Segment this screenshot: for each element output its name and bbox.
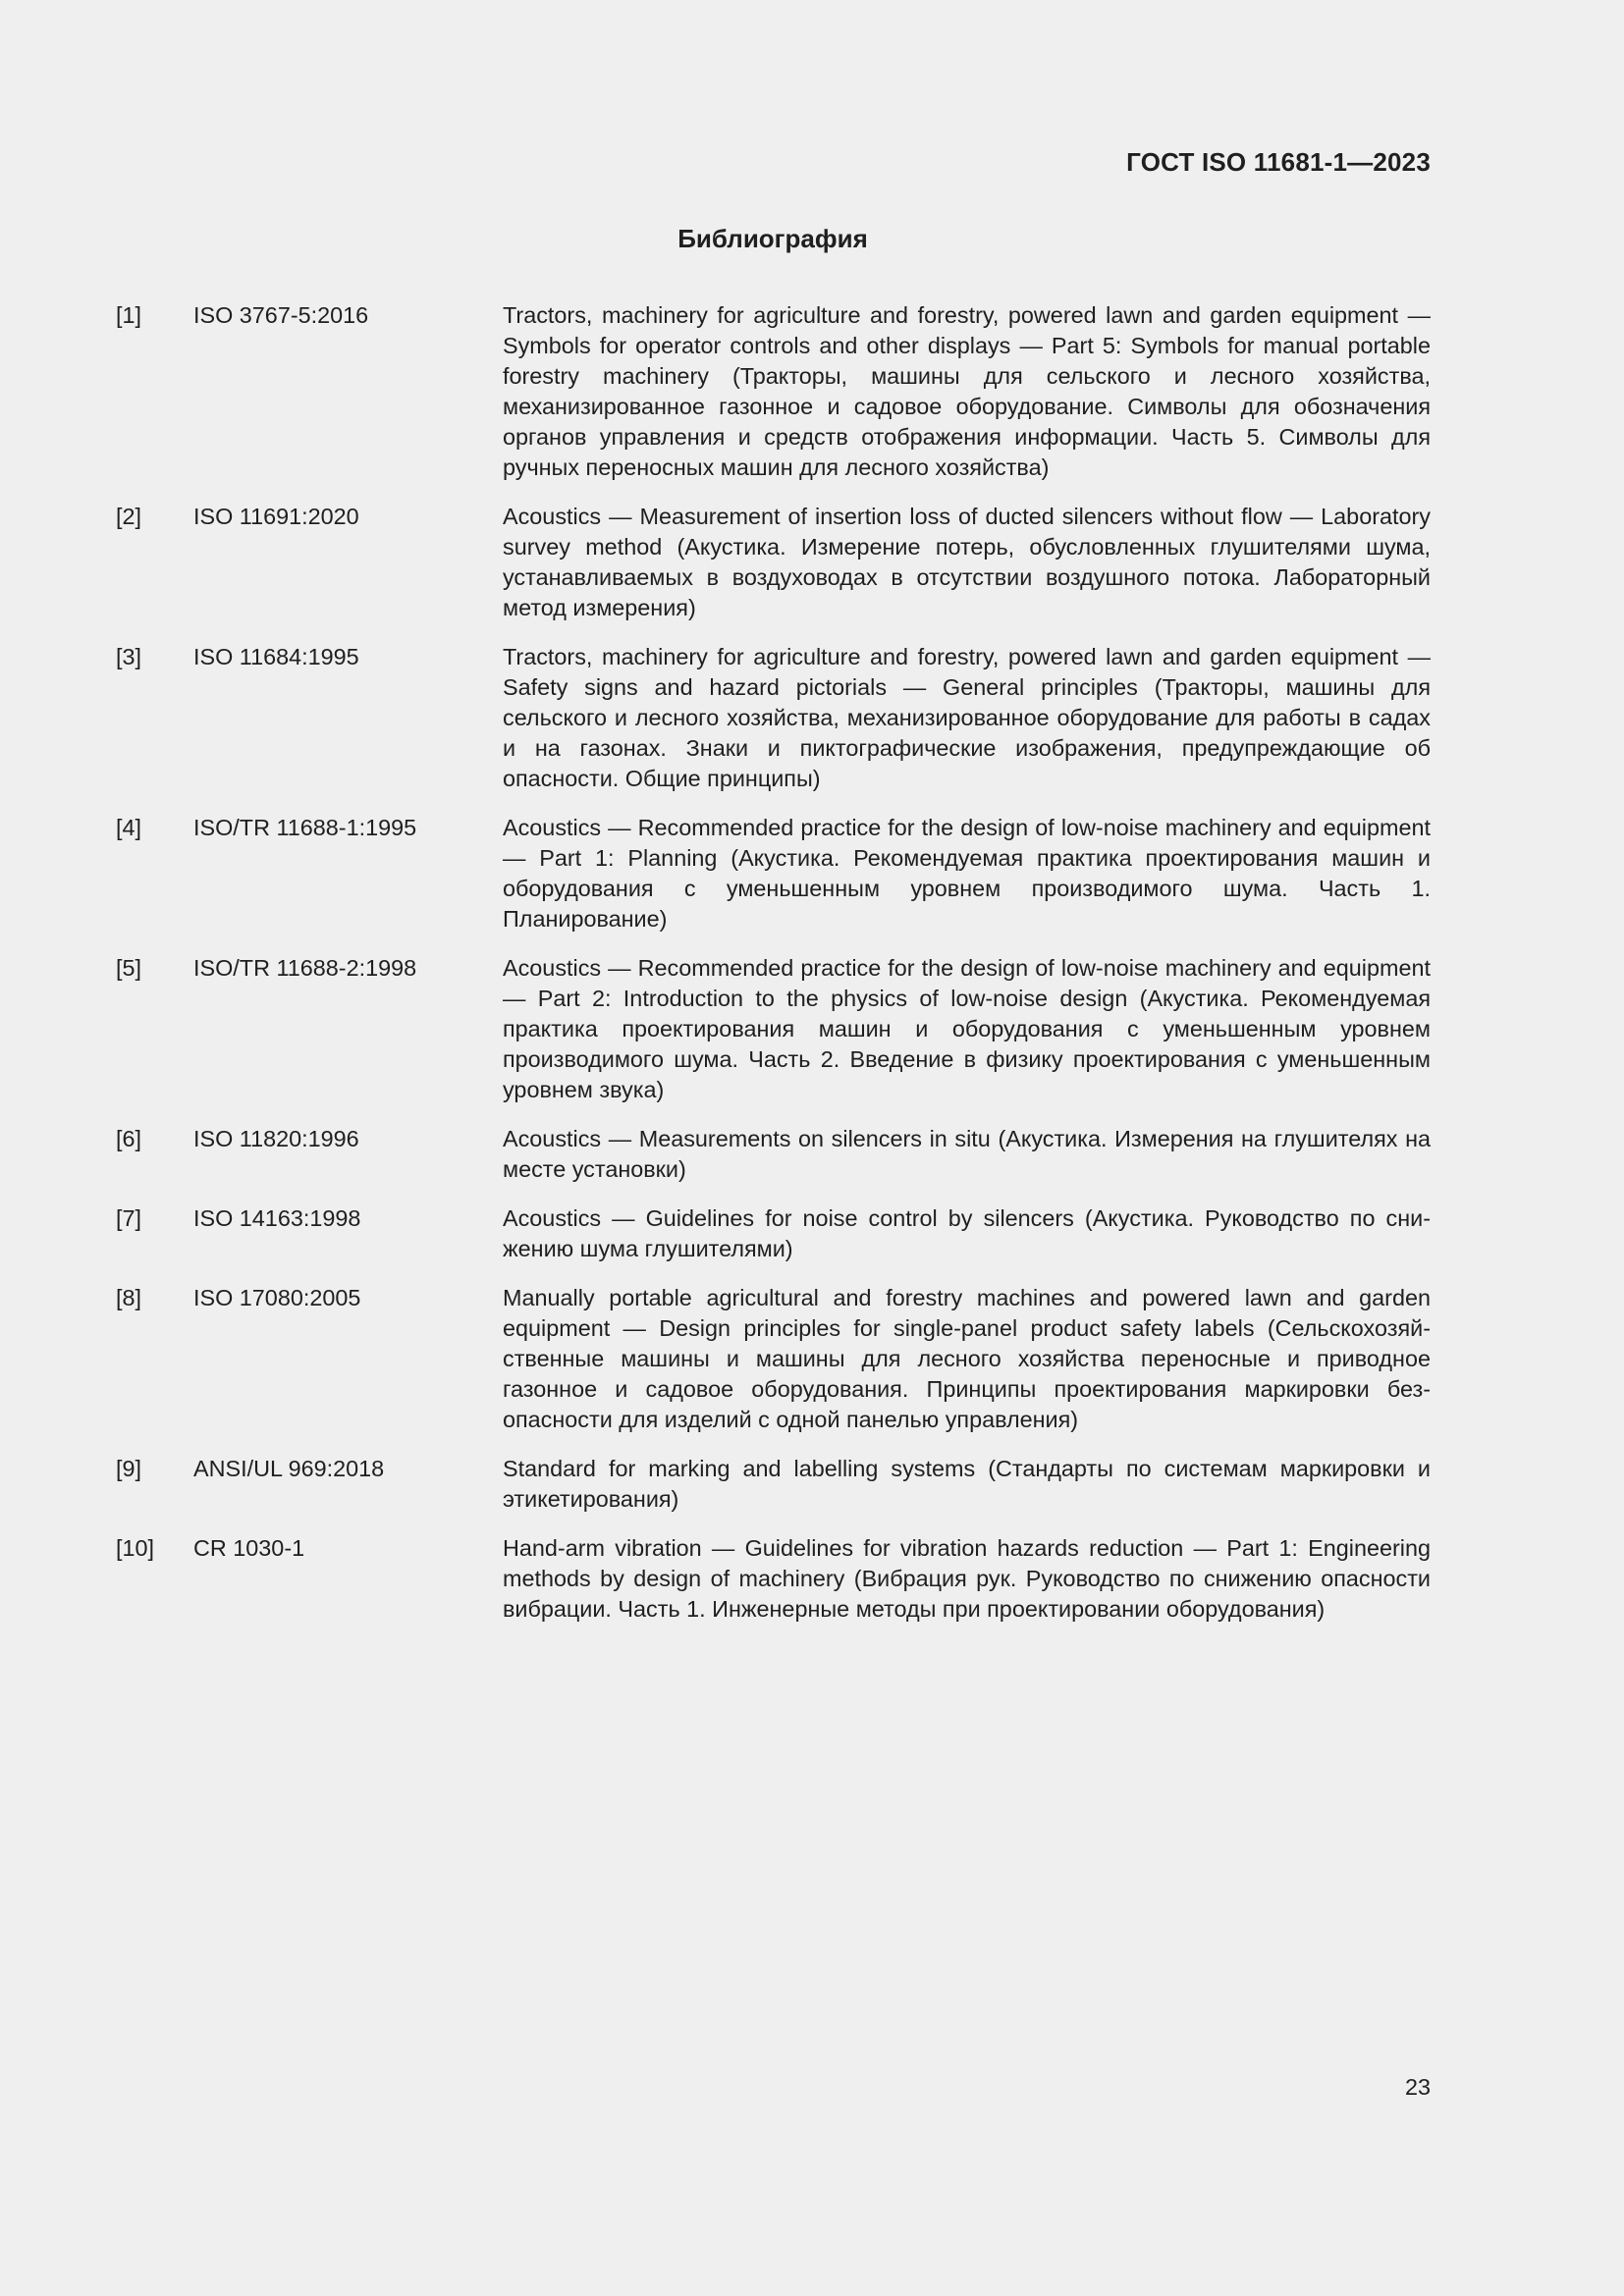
entry-reference: ISO 17080:2005 <box>193 1285 361 1310</box>
bibliography-entry-9 <box>116 1454 1432 1515</box>
bibliography-entry-5 <box>116 953 1432 1105</box>
bibliography-entry-4 <box>116 813 1432 934</box>
section-title: Библиография <box>677 224 868 253</box>
entry-reference: ISO/TR 11688-2:1998 <box>193 955 417 981</box>
entry-reference: ISO 11691:2020 <box>193 504 359 529</box>
entry-number: [10] <box>116 1535 155 1561</box>
entry-reference: ANSI/UL 969:2018 <box>193 1456 385 1481</box>
entry-description: Tractors, machinery for agriculture and forestry, powered lawn and garden equipment — Safety signs and hazard pictorials — General principles (Тракторы, машины для сельского и лесного хозяйства, механизированное оборудование для работы в садах и на газонах. Знаки и пиктографические изображения, предупреждающие об опасности. Общие принципы) <box>503 644 1431 791</box>
entry-number: [5] <box>116 955 142 981</box>
page-number: 23 <box>1404 2074 1431 2100</box>
entry-reference: ISO 14163:1998 <box>193 1205 361 1231</box>
entry-description: Standard for marking and labelling systems (Стандарты по системам маркировки и этикетирования) <box>503 1456 1431 1512</box>
entry-number: [6] <box>116 1126 142 1151</box>
entry-description: Acoustics — Measurements on silencers in situ (Акустика. Измерения на глушителях на месте установки) <box>503 1126 1431 1182</box>
entry-reference: ISO 11820:1996 <box>193 1126 359 1151</box>
entry-reference: ISO 11684:1995 <box>193 644 359 669</box>
entry-description: Acoustics — Recommended practice for the design of low-noise machinery and equipment — Part 1: Planning (Акустика. Рекомендуемая практика проектирования машин и оборудования с уменьшенным уровнем производимого шума. Часть 1. Планирование) <box>503 815 1431 932</box>
entry-number: [2] <box>116 504 142 529</box>
document-code: ГОСТ ISO 11681-1—2023 <box>1126 147 1431 177</box>
entry-number: [8] <box>116 1285 142 1310</box>
entry-description: Acoustics — Guidelines for noise control by silencers (Акустика. Руководство по снижению шума глушителями) <box>503 1205 1431 1261</box>
entry-reference: ISO 3767-5:2016 <box>193 302 369 328</box>
bibliography-entry-2 <box>116 502 1432 623</box>
entry-number: [9] <box>116 1456 142 1481</box>
bibliography-list <box>116 300 1432 1643</box>
bibliography-entry-3 <box>116 642 1432 794</box>
bibliography-entry-6 <box>116 1124 1432 1185</box>
entry-description: Acoustics — Recommended practice for the design of low-noise machinery and equipment — Part 2: Introduction to the physics of low-noise design (Акустика. Рекомендуемая практика проектирования машин и оборудования с уменьшенным уровнем производимого шума. Часть 2. Введение в физику проектирования с уменьшенным уровнем звука) <box>503 955 1431 1102</box>
entry-description: Acoustics — Measurement of insertion loss of ducted silencers without flow — Laboratory survey method (Акустика. Измерение потерь, обусловленных глушителями шума, устанавливаемых в воздуховодах в отсутствии воздушного потока. Лабораторный метод измерения) <box>503 504 1431 620</box>
entry-description: Hand-arm vibration — Guidelines for vibration hazards reduction — Part 1: Engineering methods by design of machinery (Вибрация рук. Руководство по снижению опасности вибрации. Часть 1. Инженерные методы при проектировании оборудования) <box>503 1535 1431 1622</box>
entry-number: [3] <box>116 644 142 669</box>
entry-number: [7] <box>116 1205 142 1231</box>
entry-number: [1] <box>116 302 142 328</box>
entry-number: [4] <box>116 815 142 840</box>
entry-description: Tractors, machinery for agriculture and forestry, powered lawn and garden equipment — Symbols for operator controls and other displays — Part 5: Symbols for manual portable forestry machinery (Тракторы, машины для сельского и лесного хозяйства, механизированное газонное и садовое оборудование. Символы для обозначения органов управления и средств отображения информации. Часть 5. Символы для ручных переносных машин для лесного хозяйства) <box>503 302 1431 480</box>
entry-description: Manually portable agricultural and forestry machines and powered lawn and garden equipment — Design principles for single-panel product safety labels (Сельскохозяйственные машины и машины для лесного хозяйства переносные и приводное газонное и садовое оборудования. Принципы проектирования маркировки безопасности для изделий с одной панелью управления) <box>503 1285 1431 1432</box>
bibliography-entry-10 <box>116 1533 1432 1625</box>
bibliography-entry-7 <box>116 1203 1432 1264</box>
bibliography-entry-1 <box>116 300 1432 483</box>
entry-reference: ISO/TR 11688-1:1995 <box>193 815 417 840</box>
entry-reference: CR 1030-1 <box>193 1535 305 1561</box>
bibliography-entry-8 <box>116 1283 1432 1435</box>
